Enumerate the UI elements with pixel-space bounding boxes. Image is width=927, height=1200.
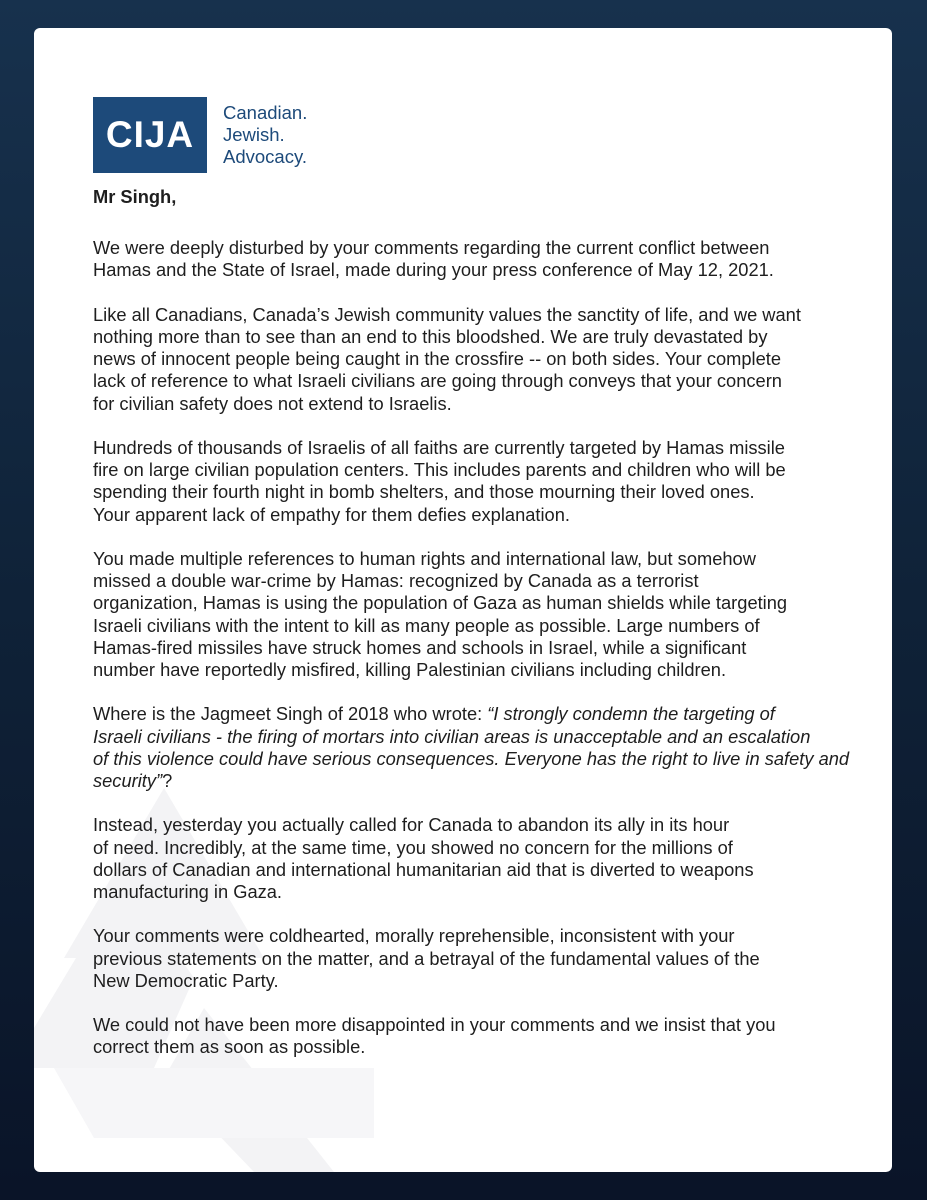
cija-logo: CIJA <box>93 97 207 173</box>
text-line: Hundreds of thousands of Israelis of all faiths are currently targeted by Hamas missile <box>93 437 785 458</box>
paragraph <box>93 437 873 526</box>
letter-body <box>93 186 873 1081</box>
text-line: nothing more than to see than an end to this bloodshed. We are truly devastated by <box>93 326 768 347</box>
text-line: fire on large civilian population centers. This includes parents and children who will be <box>93 459 786 481</box>
text-line: Israeli civilians with the intent to kill as many people as possible. Large numbers of <box>93 614 760 636</box>
text-line: Hamas and the State of Israel, made during your press conference of May 12, 2021. <box>93 259 774 281</box>
text-line: Instead, yesterday you actually called for Canada to abandon its ally in its hour <box>93 814 730 836</box>
text-line: news of innocent people being caught in the crossfire -- on both sides. Your complete <box>93 348 782 370</box>
text-line: dollars of Canadian and international humanitarian aid that is diverted to weapons <box>93 858 754 880</box>
text-line: Your apparent lack of empathy for them defies explanation. <box>93 503 570 525</box>
greeting: Mr Singh, <box>93 186 177 207</box>
paragraph <box>93 814 873 903</box>
quote-line: of this violence could have serious consequences. Everyone has the right to live in safety and <box>93 747 850 769</box>
text-line: We could not have been more disappointed in your comments and we insist that you <box>93 1014 776 1036</box>
text-line: New Democratic Party. <box>93 969 279 991</box>
tagline-line: Jewish. <box>223 124 285 145</box>
text-line: organization, Hamas is using the population of Gaza as human shields while targeting <box>93 592 788 614</box>
text-line: lack of reference to what Israeli civilians are going through conveys that your concern <box>93 370 782 392</box>
text-line: of need. Incredibly, at the same time, you showed no concern for the millions of <box>93 836 733 858</box>
quote-line: “I strongly condemn the targeting of <box>487 703 775 725</box>
text-line: You made multiple references to human rights and international law, but somehow <box>93 548 756 569</box>
text-line: correct them as soon as possible. <box>93 1036 366 1058</box>
tagline-line: Canadian. <box>223 102 308 123</box>
quote-line: security” <box>93 770 163 792</box>
quote-paragraph <box>93 703 873 792</box>
paragraph <box>93 1014 873 1058</box>
logo-tagline <box>223 102 307 168</box>
text-line: We were deeply disturbed by your comments regarding the current conflict between <box>93 237 770 259</box>
text-line: missed a double war-crime by Hamas: recognized by Canada as a terrorist <box>93 570 699 592</box>
tagline-line: Advocacy. <box>223 146 307 167</box>
letter-card <box>34 28 892 1172</box>
text-line: Hamas-fired missiles have struck homes and schools in Israel, while a significant <box>93 636 747 658</box>
text-line: number have reportedly misfired, killing Palestinian civilians including children. <box>93 659 727 681</box>
quote-lead: Where is the Jagmeet Singh of 2018 who wrote: <box>93 703 488 725</box>
text-line: Your comments were coldhearted, morally reprehensible, inconsistent with your <box>93 925 735 947</box>
text-line: previous statements on the matter, and a betrayal of the fundamental values of the <box>93 947 760 969</box>
paragraph <box>93 925 873 992</box>
paragraph <box>93 304 873 415</box>
text-line: Like all Canadians, Canada’s Jewish community values the sanctity of life, and we want <box>93 303 801 325</box>
quote-line: Israeli civilians - the firing of mortars into civilian areas is unacceptable and an escalation <box>93 725 811 747</box>
text-line: for civilian safety does not extend to Israelis. <box>93 392 452 414</box>
paragraph <box>93 237 873 281</box>
text-line: spending their fourth night in bomb shelters, and those mourning their loved ones. <box>93 481 755 503</box>
text-line: manufacturing in Gaza. <box>93 881 283 903</box>
paragraph <box>93 548 873 681</box>
quote-tail: ? <box>162 770 173 792</box>
